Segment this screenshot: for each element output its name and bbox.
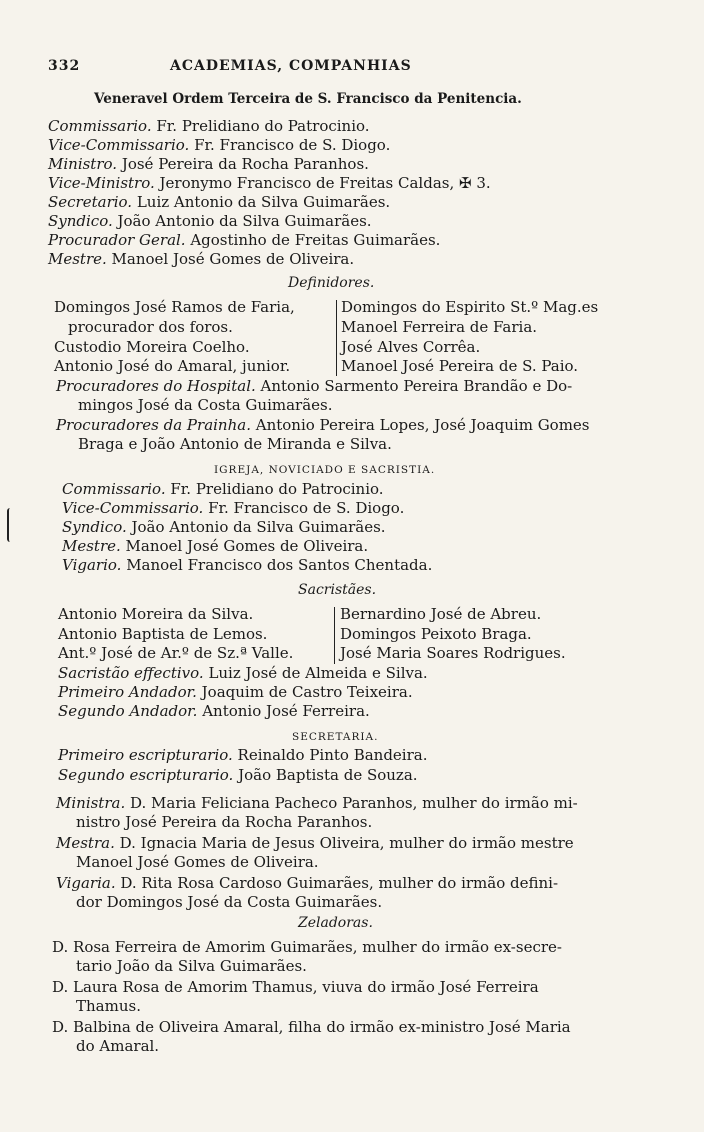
definidor-left: Domingos José Ramos de Faria,	[54, 298, 295, 316]
header-title: ACADEMIAS, COMPANHIAS	[170, 58, 412, 74]
definidor-left: procurador dos foros.	[68, 318, 233, 336]
sacristia-line: Sacristão effectivo. Luiz José de Almeida e Silva.	[58, 664, 428, 682]
senhora-cont: Manoel José Gomes de Oliveira.	[76, 853, 319, 871]
page-number: 332	[48, 58, 81, 74]
sacristia-line: Primeiro Andador. Joaquim de Castro Teixeira.	[58, 683, 413, 701]
margin-bracket-mark	[7, 508, 13, 542]
sacristao-right: Domingos Peixoto Braga.	[340, 625, 532, 643]
secretaria-heading: SECRETARIA.	[292, 731, 379, 743]
procurador-cont: mingos José da Costa Guimarães.	[78, 396, 333, 414]
zeladora-cont: do Amaral.	[76, 1037, 160, 1055]
igreja-line: Syndico. João Antonio da Silva Guimarães.	[62, 518, 386, 536]
officer-line: Vice-Ministro. Jeronymo Francisco de Freitas Caldas, ✠ 3.	[48, 174, 491, 192]
senhora-cont: dor Domingos José da Costa Guimarães.	[76, 893, 383, 911]
zeladora-cont: Thamus.	[76, 997, 141, 1015]
zeladora-line: D. Laura Rosa de Amorim Thamus, viuva do irmão José Ferreira	[52, 978, 539, 996]
definidor-left: Antonio José do Amaral, junior.	[54, 357, 291, 375]
sacristao-right: José Maria Soares Rodrigues.	[340, 644, 566, 662]
igreja-line: Vigario. Manoel Francisco dos Santos Chentada.	[62, 556, 433, 574]
officer-line: Secretario. Luiz Antonio da Silva Guimarães.	[48, 193, 391, 211]
igreja-line: Mestre. Manoel José Gomes de Oliveira.	[62, 537, 369, 555]
officer-line: Procurador Geral. Agostinho de Freitas Guimarães.	[48, 231, 441, 249]
senhora-cont: nistro José Pereira da Rocha Paranhos.	[76, 813, 373, 831]
zeladora-cont: tario João da Silva Guimarães.	[76, 957, 307, 975]
sacristia-line: Segundo Andador. Antonio José Ferreira.	[58, 702, 370, 720]
sacristaes-heading: Sacristães.	[298, 582, 377, 598]
definidor-right: José Alves Corrêa.	[341, 338, 481, 356]
sacristao-left: Ant.º José de Ar.º de Sz.ª Valle.	[58, 644, 294, 662]
procurador-line: Procuradores da Prainha. Antonio Pereira Lopes, José Joaquim Gomes	[56, 416, 590, 434]
sacristao-left: Antonio Moreira da Silva.	[58, 605, 254, 623]
senhora-line: Mestra. D. Ignacia Maria de Jesus Oliveira, mulher do irmão mestre	[56, 834, 574, 852]
officer-line: Commissario. Fr. Prelidiano do Patrocinio.	[48, 117, 370, 135]
column-divider	[336, 300, 337, 376]
officer-line: Mestre. Manoel José Gomes de Oliveira.	[48, 250, 355, 268]
definidor-right: Domingos do Espirito St.º Mag.es	[341, 298, 599, 316]
senhora-line: Vigaria. D. Rita Rosa Cardoso Guimarães, mulher do irmão defini-	[56, 874, 559, 892]
officer-line: Vice-Commissario. Fr. Francisco de S. Diogo.	[48, 136, 391, 154]
sacristao-right: Bernardino José de Abreu.	[340, 605, 542, 623]
definidor-right: Manoel José Pereira de S. Paio.	[341, 357, 579, 375]
column-divider	[334, 607, 335, 664]
order-title: Veneravel Ordem Terceira de S. Francisco da Penitencia.	[94, 91, 522, 107]
secretaria-line: Segundo escripturario. João Baptista de Souza.	[58, 766, 418, 784]
procurador-cont: Braga e João Antonio de Miranda e Silva.	[78, 435, 392, 453]
senhora-line: Ministra. D. Maria Feliciana Pacheco Paranhos, mulher do irmão mi-	[56, 794, 578, 812]
zeladora-line: D. Balbina de Oliveira Amaral, filha do irmão ex-ministro José Maria	[52, 1018, 571, 1036]
zeladoras-heading: Zeladoras.	[298, 915, 373, 931]
officer-line: Syndico. João Antonio da Silva Guimarães.	[48, 212, 372, 230]
zeladora-line: D. Rosa Ferreira de Amorim Guimarães, mulher do irmão ex-secre-	[52, 938, 562, 956]
definidor-right: Manoel Ferreira de Faria.	[341, 318, 538, 336]
secretaria-line: Primeiro escripturario. Reinaldo Pinto Bandeira.	[58, 746, 428, 764]
igreja-line: Commissario. Fr. Prelidiano do Patrocinio.	[62, 480, 384, 498]
sacristao-left: Antonio Baptista de Lemos.	[58, 625, 268, 643]
officer-line: Ministro. José Pereira da Rocha Paranhos.	[48, 155, 369, 173]
definidor-left: Custodio Moreira Coelho.	[54, 338, 250, 356]
igreja-heading: IGREJA, NOVICIADO E SACRISTIA.	[214, 464, 436, 476]
procurador-line: Procuradores do Hospital. Antonio Sarmento Pereira Brandão e Do-	[56, 377, 573, 395]
definidores-heading: Definidores.	[288, 275, 375, 291]
igreja-line: Vice-Commissario. Fr. Francisco de S. Diogo.	[62, 499, 405, 517]
